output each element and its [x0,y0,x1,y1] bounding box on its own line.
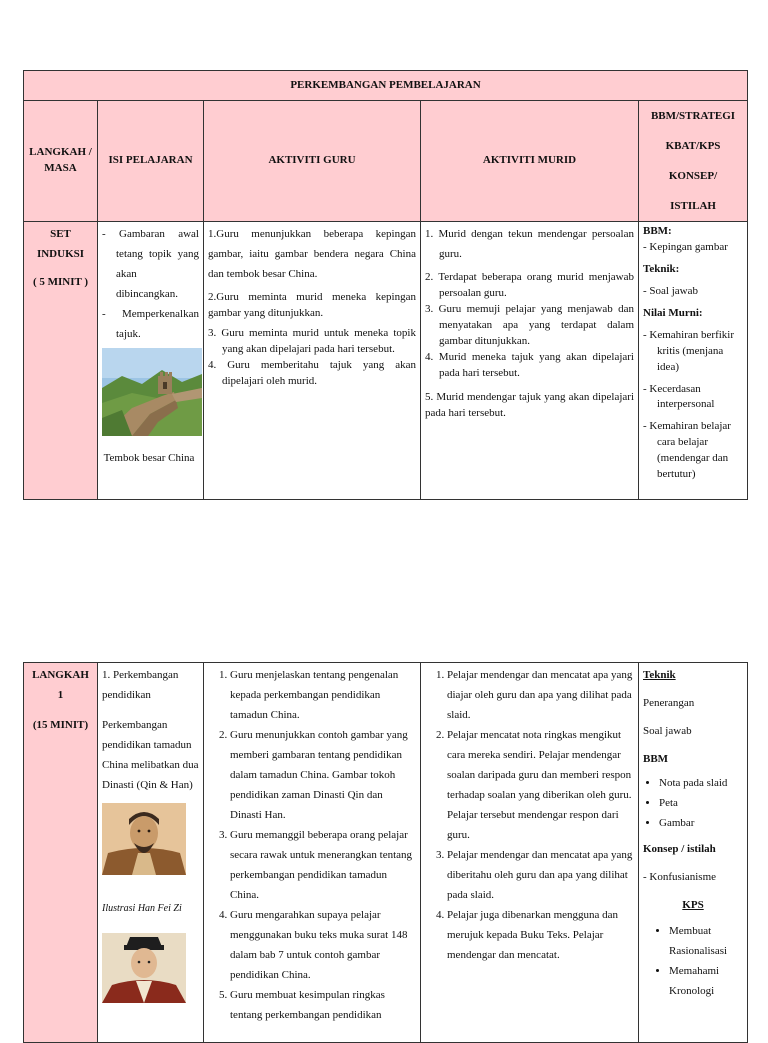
murid-item: 3. Pelajar mendengar dan mencatat apa yang diberitahu oleh guru dan apa yang dilihat pada slaid. [447,845,634,905]
bbm-item: • Gambar [659,813,743,833]
aktiviti-guru-cell [204,222,421,500]
konsep-label: Konsep / istilah [643,843,716,855]
nilai-item: - Kemahiran belajar cara belajar (mendengar dan bertutur) [643,420,731,481]
guru-item: 1. Guru menjelaskan tentang pengenalan kepada perkembangan pendidikan tamadun China. [230,665,416,725]
image-caption: Tembok besar China [103,452,195,464]
nilai-murni-label: Nilai Murni: [643,306,703,319]
header-bbm-line: BBM/STRATEGI [650,110,736,122]
lesson-table-2 [23,662,748,1043]
kps-item: • Memahami Kronologi [669,961,743,1001]
header-aktiviti-guru: AKTIVITI GURU [204,101,421,222]
header-bbm-line: ISTILAH [670,200,716,212]
header-isi-pelajaran: ISI PELAJARAN [98,101,204,222]
kps-label: KPS [682,899,704,911]
aktiviti-guru-cell-2 [204,663,421,1043]
langkah-induksi: INDUKSI [36,248,85,260]
strategi-cell-2 [639,663,748,1043]
lesson-table-1 [23,70,748,500]
aktiviti-murid-cell [421,222,639,500]
teknik-label: Teknik: [643,262,680,275]
isi-item: - Gambaran awal tetang topik yang akan dibincangkan. [102,228,199,300]
murid-item: 1. Pelajar mendengar dan mencatat apa yang diajar oleh guru dan apa yang dilihat pada slaid. [447,665,634,725]
konsep-value: - Konfusianisme [643,871,717,883]
aktiviti-murid-cell-2 [421,663,639,1043]
guru-item: 2.Guru meminta murid meneka kepingan gambar yang ditunjukkan. [208,291,416,319]
han-fei-zi-illustration [102,803,186,875]
bbm-label: BBM [643,753,669,765]
murid-item: 2. Terdapat beberapa orang murid menjawab persoalan guru. [425,271,634,299]
isi-item: - Memperkenalkan tajuk. [102,308,199,340]
guru-item: 5. Guru membuat kesimpulan ringkas tentang perkembangan pendidikan [230,985,416,1025]
bbm-item: • Peta [659,793,743,813]
teknik-label: Teknik [643,669,676,681]
langkah-label: LANGKAH [32,669,89,681]
header-bbm-line: KONSEP/ [668,170,718,182]
bbm-item: • Nota pada slaid [659,773,743,793]
header-langkah: LANGKAH / MASA [24,101,98,222]
image-caption: Ilustrasi Han Fei Zi [102,903,182,914]
bbm-value: - Kepingan gambar [643,240,728,253]
isi-title: 1. Perkembangan pendidikan [102,669,179,701]
header-aktiviti-murid: AKTIVITI MURID [421,101,639,222]
murid-item: 2. Pelajar mencatat nota ringkas mengikut cara mereka sendiri. Pelajar mendengar soalan daripada guru dan memberi respon terhadap soalan yang diberikan oleh guru. Pelajar tersebut mendengar respon dari guru. [447,725,634,845]
langkah-1-cell [24,663,98,1043]
nilai-item: - Kecerdasan interpersonal [643,382,715,411]
isi-description: Perkembangan pendidikan tamadun China melibatkan dua Dinasti (Qin & Han) [102,719,199,791]
teknik-item: Penerangan [643,697,695,709]
murid-item: 4. Pelajar juga dibenarkan mengguna dan merujuk kepada Buku Teks. Pelajar mendengar dan mencatat. [447,905,634,965]
guru-item: 3. Guru meminta murid untuk meneka topik yang akan dipelajari pada hari tersebut. [208,326,416,355]
isi-pelajaran-cell-2 [98,663,204,1043]
great-wall-image [102,348,202,436]
table-title: PERKEMBANGAN PEMBELAJARAN [24,71,748,101]
murid-item: 3. Guru memuji pelajar yang menjawab dan menyatakan apa yang terdapat dalam gambar ditunjukkan. [425,302,634,347]
murid-item: 5. Murid mendengar tajuk yang akan dipelajari pada hari tersebut. [425,390,634,419]
header-bbm-line: KBAT/KPS [665,140,721,152]
murid-item: 1. Murid dengan tekun mendengar persoalan guru. [425,228,634,260]
bbm-cell [639,222,748,500]
guru-item: 4. Guru mengarahkan supaya pelajar menggunakan buku teks muka surat 148 dalam bab 7 untuk contoh gambar pendidikan China. [230,905,416,985]
bbm-label: BBM: [643,225,672,237]
langkah-masa: ( 5 MINIT ) [32,276,89,288]
langkah-cell [24,222,98,500]
isi-pelajaran-cell [98,222,204,500]
murid-item: 4. Murid meneka tajuk yang akan dipelajari pada hari tersebut. [425,350,634,379]
langkah-set: SET [50,228,71,240]
kps-item: • Membuat Rasionalisasi [669,921,743,961]
guru-item: 1.Guru menunjukkan beberapa kepingan gambar, iaitu gambar bendera negara China dan tembok besar China. [208,228,416,280]
scholar-portrait-image [102,933,186,1003]
header-bbm-strategi [639,101,748,222]
guru-item: 4. Guru memberitahu tajuk yang akan dipelajari oleh murid. [208,358,416,387]
nilai-item: - Kemahiran berfikir kritis (menjana idea) [643,328,735,373]
langkah-number: 1 [57,689,64,701]
teknik-value: - Soal jawab [643,284,698,297]
guru-item: 3. Guru memanggil beberapa orang pelajar secara rawak untuk menerangkan tentang perkembangan pendidikan tamadun China. [230,825,416,905]
langkah-masa: (15 MINIT) [32,719,89,731]
teknik-item: Soal jawab [643,725,692,737]
guru-item: 2. Guru menunjukkan contoh gambar yang memberi gambaran tentang pendidikan dalam tamadun China. Gambar tokoh pendidikan zaman Dinasti Qin dan Dinasti Han. [230,725,416,825]
